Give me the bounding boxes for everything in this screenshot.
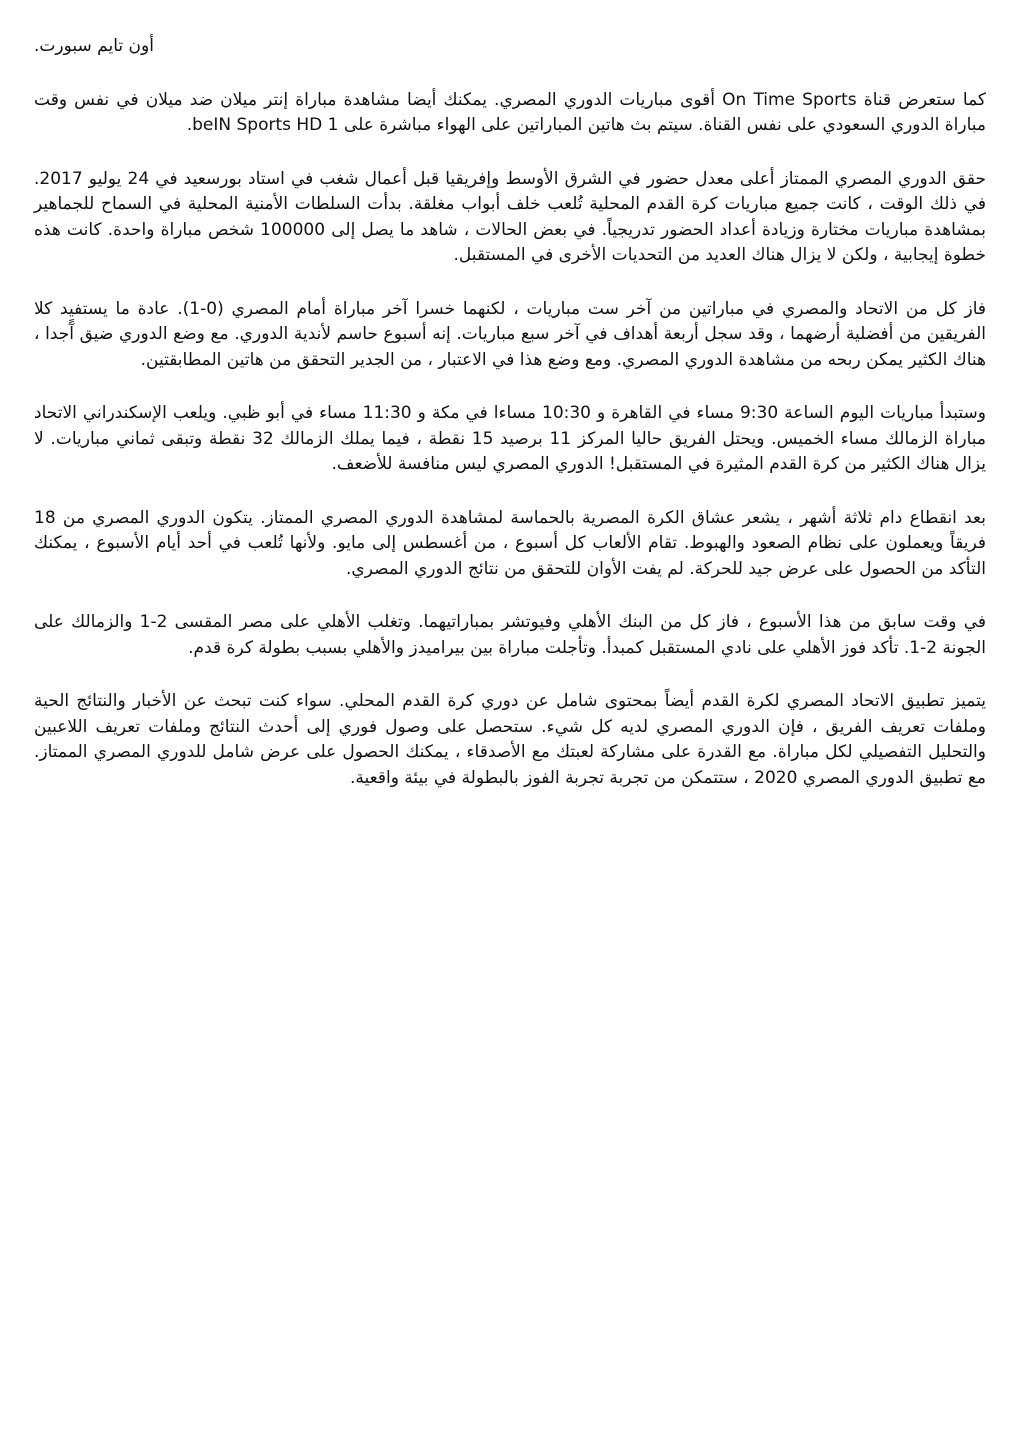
paragraph: بعد انقطاع دام ثلاثة أشهر ، يشعر عشاق الكرة المصرية بالحماسة لمشاهدة الدوري المصري الممتاز. يتكون الدوري المصري من 18 فريقاً ويعملون على نظام الصعود والهبوط. تقام الألعاب كل أسبوع ، من أغسطس إلى مايو. ولأنها تُلعب في أحد أيام الأسبوع ، يمكنك التأكد من الحصول على عرض جيد للحركة. لم يفت الأوان للتحقق من نتائج الدوري المصري. xyxy=(34,507,986,579)
paragraph: أون تايم سبورت. xyxy=(34,36,154,56)
paragraph: فاز كل من الاتحاد والمصري في مباراتين من آخر ست مباريات ، لكنهما خسرا آخر مباراة أمام المصري (0-1). عادة ما يستفيد كلا الفريقين من أفضلية أرضهما ، وقد سجل أربعة أهداف في آخر سبع مباريات. إنه أسبوع حاسم لأندية الدوري. مع وضع الدوري ضيق آًجدا ، هناك الكثير يمكن ربحه من مشاهدة الدوري المصري. ومع وضع هذا في الاعتبار ، من الجدير التحقق من هاتين المطابقتين. xyxy=(34,298,986,370)
paragraph: حقق الدوري المصري الممتاز أعلى معدل حضور في الشرق الأوسط وإفريقيا قبل أعمال شغب في استاد بورسعيد في 24 يوليو 2017. في ذلك الوقت ، كانت جميع مباريات كرة القدم المحلية تُلعب خلف أبواب مغلقة. بدأت السلطات الأمنية المحلية في السماح للجماهير بمشاهدة مباريات مختارة وزيادة أعداد الحضور تدريجياً. في بعض الحالات ، شاهد ما يصل إلى 100000 شخص مباراة واحدة. كانت هذه خطوة إيجابية ، ولكن لا يزال هناك العديد من التحديات الأخرى في المستقبل. xyxy=(34,168,986,265)
paragraph: كما ستعرض قناة On Time Sports أقوى مباريات الدوري المصري. يمكنك أيضا مشاهدة مباراة إنتر ميلان ضد ميلان في نفس وقت مباراة الدوري السعودي على نفس القناة. سيتم بث هاتين المباراتين على الهواء مباشرة على beIN Sports HD 1. xyxy=(34,89,987,135)
paragraph: وستبدأ مباريات اليوم الساعة 9:30 مساء في القاهرة و 10:30 مساءا في مكة و 11:30 مساء في أبو ظبي. ويلعب الإسكندراني الاتحاد مباراة الزمالك مساء الخميس. ويحتل الفريق حاليا المركز 11 برصيد 15 نقطة ، فيما يملك الزمالك 32 نقطة وتبقى ثماني مباريات. لا يزال هناك الكثير من كرة القدم المثيرة في المستقبل! الدوري المصري ليس منافسة للأضعف. xyxy=(34,403,987,474)
paragraph: في وقت سابق من هذا الأسبوع ، فاز كل من البنك الأهلي وفيوتشر بمباراتيهما. وتغلب الأهلي على مصر المقسى 2-1 والزمالك على الجونة 2-1. تأكد فوز الأهلي على نادي المستقبل كمبدأ. وتأجلت مباراة بين بيراميدز والأهلي بسبب بطولة كرة قدم. xyxy=(34,612,986,658)
document-body xyxy=(34,34,986,819)
paragraph: يتميز تطبيق الاتحاد المصري لكرة القدم أيضاً بمحتوى شامل عن دوري كرة القدم المحلي. سواء كنت تبحث عن الأخبار والنتائج الحية وملفات تعريف الفريق ، فإن الدوري المصري لديه كل شيء. ستحصل على وصول فوري إلى أحدث النتائج وملفات تعريف اللاعبين والتحليل التفصيلي لكل مباراة. مع القدرة على مشاركة لعبتك مع الأصدقاء ، يمكنك الحصول على عرض شامل للدوري المصري الممتاز. مع تطبيق الدوري المصري 2020 ، ستتمكن من تجربة تجربة الفوز بالبطولة في بيئة واقعية. xyxy=(34,691,986,788)
